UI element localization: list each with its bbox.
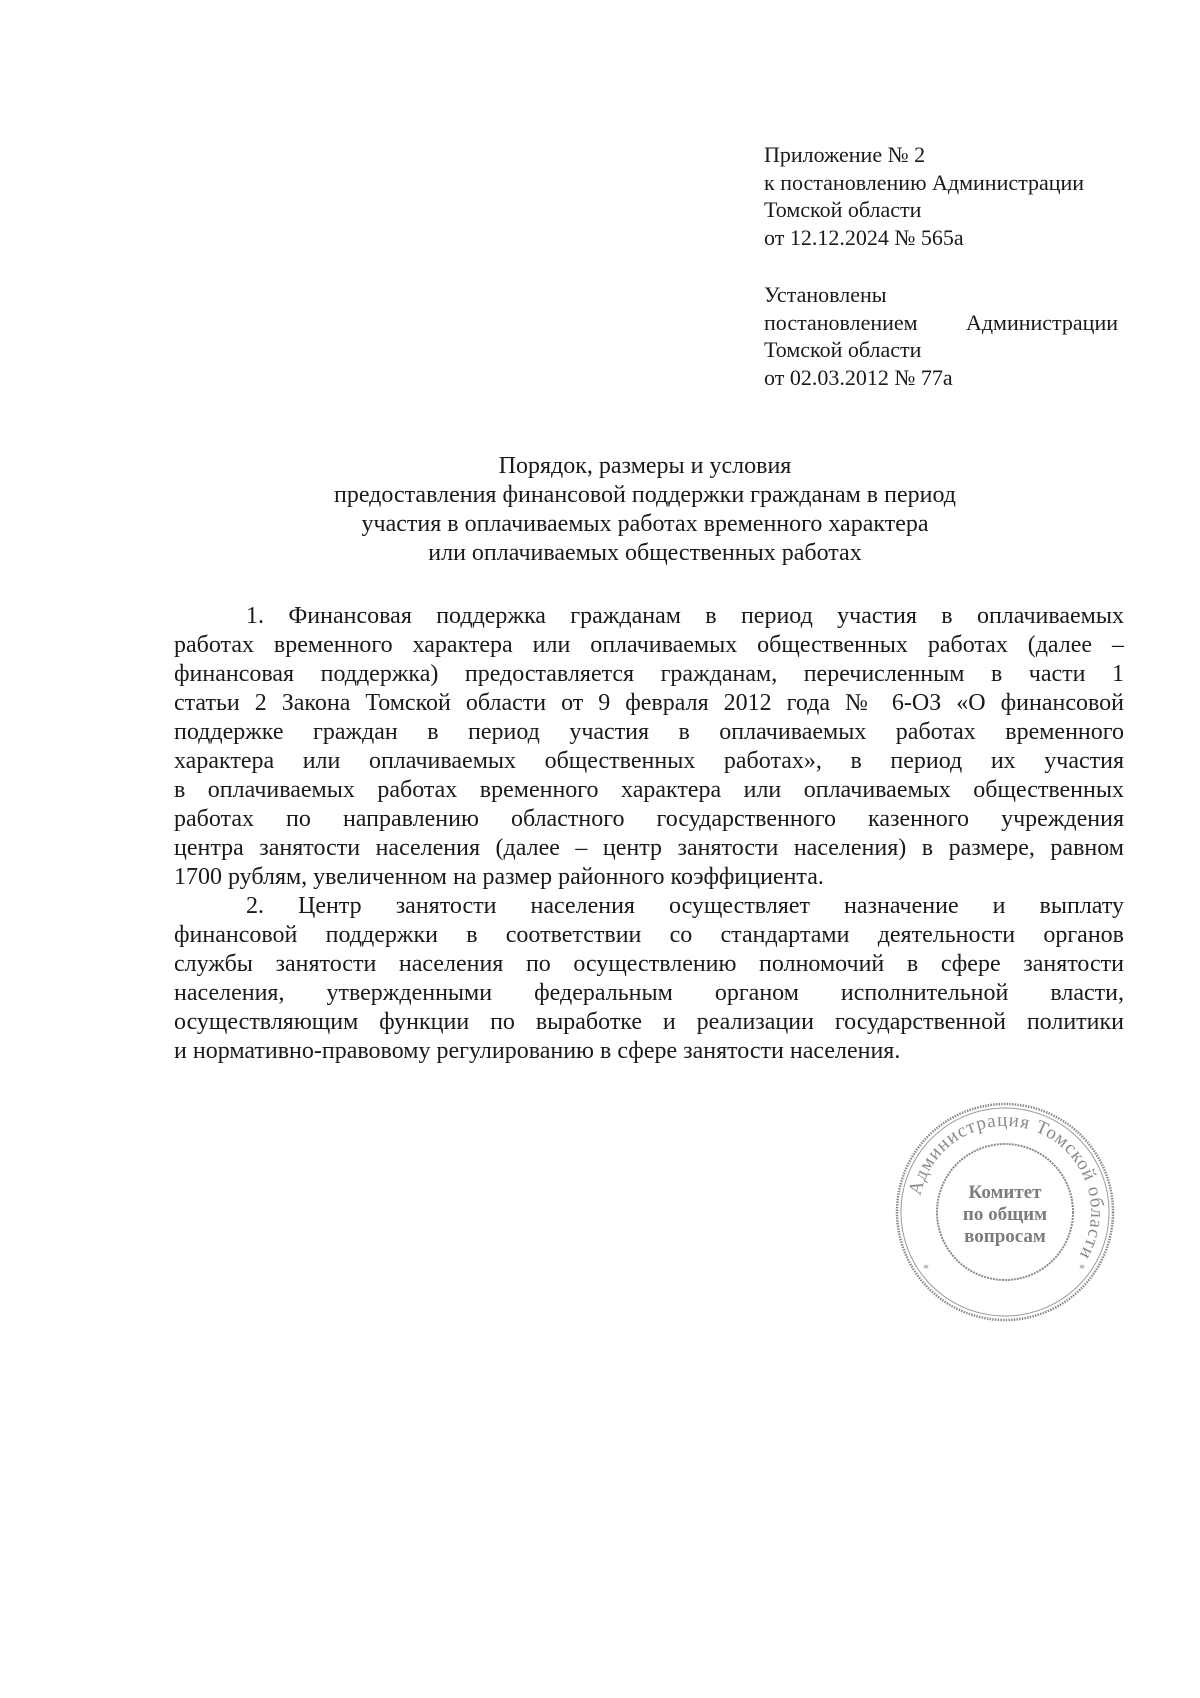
stamp-center-line-3: вопросам [964,1226,1046,1247]
established-header [764,281,1118,391]
established-ref: постановлением Администрации [764,309,1118,335]
appendix-number: Приложение № 2 [764,142,926,167]
appendix-ref: к постановлению Администрации [764,169,1085,195]
stamp-ring-text: Администрация Томской области [904,1109,1108,1264]
stamp-star-left: * [923,1261,929,1275]
stamp-center-line-2: по общим [962,1204,1048,1225]
stamp-star-right: * [1079,1261,1085,1275]
stamp-center-line-1: Комитет [968,1182,1042,1203]
paragraph-2: 2. Центр занятости населения осуществляет назначение и выплату финансовой поддержки в соответствии со стандартами деятельности органов службы занятости населения по осуществлению полномочий в сфере занятости населения, утвержденными федеральным органом исполнительной власти, осуществляющим функции по выработке и реализации государственной политики и нормативно-правовому регулированию в сфере занятости населения. [174,893,1124,1064]
official-stamp [893,1100,1117,1324]
document-body [174,602,1124,1066]
appendix-region: Томской области [764,197,922,222]
paragraph-1: 1. Финансовая поддержка гражданам в период участия в оплачиваемых работах временного характера или оплачиваемых общественных работах (далее – финансовая поддержка) предоставляется гражданам, перечисленным в части 1 статьи 2 Закона Томской области от 9 февраля 2012 года № 6-ОЗ «О финансовой поддержке граждан в период участия в оплачиваемых работах временного характера или оплачиваемых общественных работах», в период их участия в оплачиваемых работах временного характера или оплачиваемых общественных работах по направлению областного государственного казенного учреждения центра занятости населения (далее – центр занятости населения) в размере, равном 1700 рублям, увеличенном на размер районного коэффициента. [174,603,1124,890]
appendix-date: от 12.12.2024 № 565а [764,224,964,250]
established-date: от 02.03.2012 № 77а [764,364,953,390]
established-region: Томской области [764,337,922,362]
document-title: Порядок, размеры и условия предоставления финансовой поддержки гражданам в период участия в оплачиваемых работах временного характера или оплачиваемых общественных работах [334,453,956,566]
appendix-header [764,141,1084,251]
established-label: Установлены [764,282,887,307]
